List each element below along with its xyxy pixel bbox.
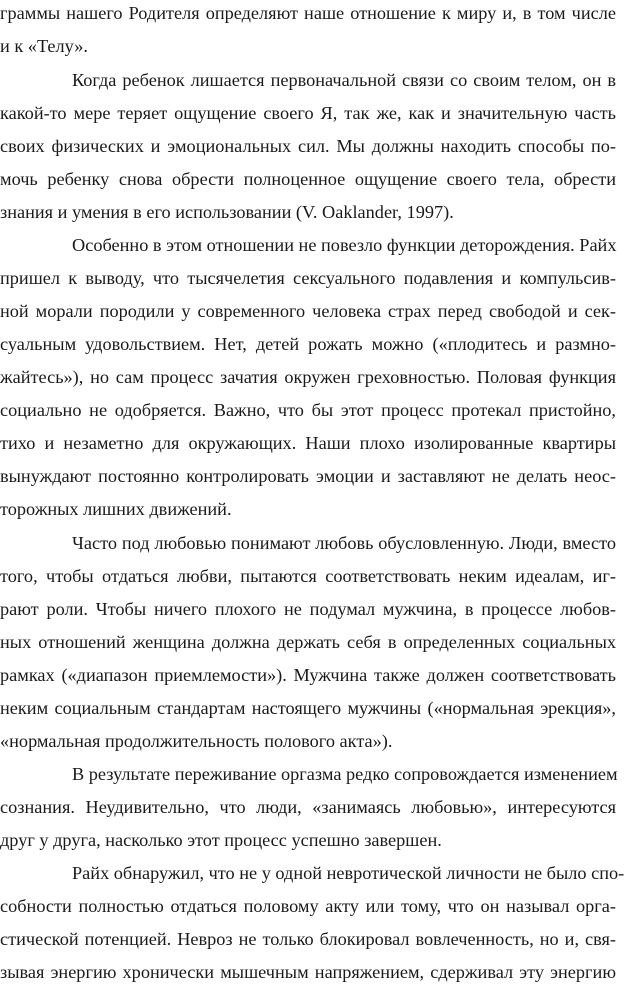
text-line: друг у друга, насколько этот процесс успешно завершен. — [0, 830, 442, 850]
paragraph-start-line: Часто под любовью понимают любовь обусловленную. Люди, вместо — [72, 533, 616, 553]
text-line: рают роли. Чтобы ничего плохого не подумал мужчина, в процессе любов- — [0, 599, 616, 619]
text-line: собности полностью отдаться половому акту или тому, что он называл орга- — [0, 896, 616, 916]
text-line: сознания. Неудивительно, что люди, «занимаясь любовью», интересуются — [0, 797, 616, 817]
text-line: граммы нашего Родителя определяют наше отношение к миру и, в том числе — [0, 3, 616, 23]
text-line: какой-то мере теряет ощущение своего Я, так же, как и значительную часть — [0, 103, 616, 123]
text-line: зывая энергию хронически мышечным напряжением, сдерживал эту энергию — [0, 962, 616, 982]
text-line: ных отношений женщина должна держать себя в определенных социальных — [0, 632, 616, 652]
text-line: «нормальная продолжительность полового акта»). — [0, 731, 393, 751]
text-line: того, чтобы отдаться любви, пытаются соответствовать неким идеалам, иг- — [0, 566, 616, 586]
text-line: вынуждают постоянно контролировать эмоции и заставляют не делать неос- — [0, 466, 616, 486]
text-line: рамках («диапазон приемлемости»). Мужчина также должен соответствовать — [0, 665, 616, 685]
paragraph-start-line: В результате переживание оргазма редко сопровождается изменением — [72, 764, 618, 784]
text-line: социально не одобряется. Важно, что бы этот процесс протекал пристойно, — [0, 400, 616, 420]
paragraph-start-line: Когда ребенок лишается первоначальной связи со своим телом, он в — [72, 70, 616, 90]
text-line: суальным удовольствием. Нет, детей рожать можно («плодитесь и размно- — [0, 334, 616, 354]
text-line: мочь ребенку снова обрести полноценное ощущение своего тела, обрести — [0, 169, 616, 189]
text-line: своих физических и эмоциональных сил. Мы должны находить способы по- — [0, 136, 616, 156]
text-line: ной морали породили у современного человека страх перед свободой и сек- — [0, 301, 616, 321]
text-line: знания и умения в его использовании (V. Oaklander, 1997). — [0, 202, 454, 222]
text-line: неким социальным стандартам настоящего мужчины («нормальная эрекция», — [0, 698, 616, 718]
text-line: стической потенцией. Невроз не только блокировал вовлеченность, но и, свя- — [0, 929, 616, 949]
paragraph-start-line: Райх обнаружил, что не у одной невротической личности не было спо- — [72, 863, 624, 883]
text-line: пришел к выводу, что тысячелетия сексуального подавления и компульсив- — [0, 268, 616, 288]
text-line: и к «Телу». — [0, 36, 88, 56]
text-line: тихо и незаметно для окружающих. Наши плохо изолированные квартиры — [0, 433, 616, 453]
text-line: торожных лишних движений. — [0, 499, 232, 519]
text-line: жайтесь»), но сам процесс зачатия окружен греховностью. Половая функция — [0, 367, 616, 387]
paragraph-start-line: Особенно в этом отношении не повезло функции деторождения. Райх — [72, 235, 617, 255]
